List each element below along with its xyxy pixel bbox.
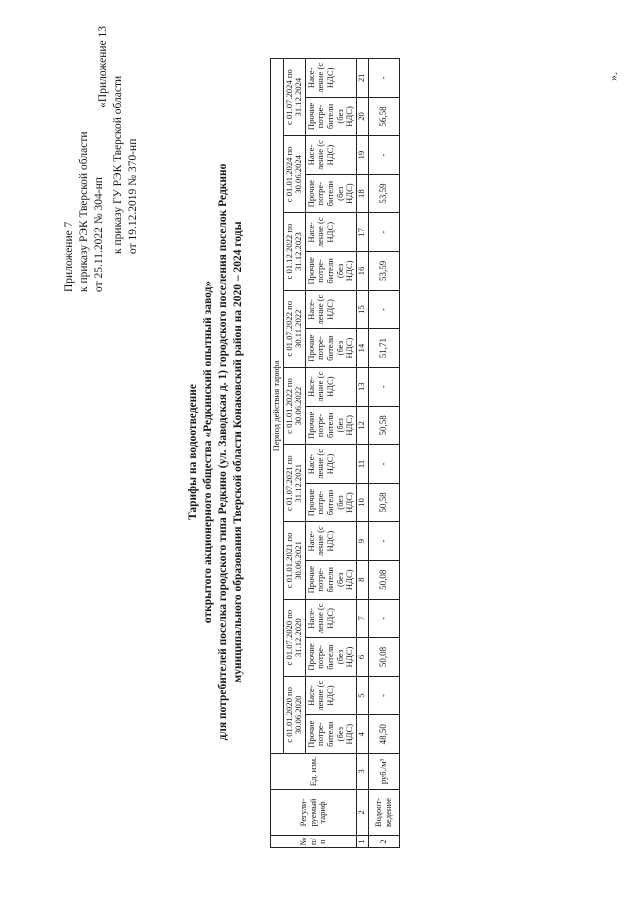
tariff-value-cell: - [368,213,399,252]
document-title [186,0,246,904]
tariff-value-cell: - [368,522,399,561]
tariff-value-cell: 50,58 [368,406,399,445]
subheader-other-consumers: Прочие потре-бители (без НДС) [305,483,356,522]
header-tariff: Регули-руемый тариф [271,790,357,836]
column-number: 14 [356,329,368,368]
tariff-table [270,58,400,848]
column-number: 20 [356,97,368,136]
appendix-7-line3: от 25.11.2022 № 304-нп [93,177,105,292]
tariff-value-cell: - [368,59,399,98]
period-3: с 01.01.2021 по 30.06.2021 [283,522,305,599]
row-unit: руб./м³ [368,754,399,790]
title-line4: муниципального образования Тверской области Конаковский район на 2020 – 2024 годы [232,221,244,683]
subheader-other-consumers: Прочие потре-бители (без НДС) [305,174,356,213]
column-number: 18 [356,174,368,213]
tariff-value-cell: 51,71 [368,329,399,368]
column-number: 19 [356,136,368,175]
column-number: 21 [356,59,368,98]
tariff-value-cell: - [368,136,399,175]
tariff-value-cell: 50,08 [368,638,399,677]
subheader-other-consumers: Прочие потре-бители (без НДС) [305,715,356,754]
column-number: 12 [356,406,368,445]
appendix-13-line1: «Приложение 13 [97,26,109,108]
appendix-13-header [96,24,141,254]
subheader-population: Насе-ление (с НДС) [305,290,356,329]
tariff-value-cell: - [368,599,399,638]
subheader-population: Насе-ление (с НДС) [305,676,356,715]
subheader-population: Насе-ление (с НДС) [305,522,356,561]
tariff-value-cell: 50,58 [368,483,399,522]
header-no: № п/п [271,836,357,848]
column-number: 11 [356,445,368,484]
column-number: 3 [356,754,368,790]
subheader-row [305,59,356,848]
title-line1: Тарифы на водоотведение [187,383,199,521]
subheader-other-consumers: Прочие потре-бители (без НДС) [305,329,356,368]
subheader-population: Насе-ление (с НДС) [305,367,356,406]
column-number: 17 [356,213,368,252]
header-period: Период действия тарифа [271,59,284,754]
tariff-value-cell: 48,50 [368,715,399,754]
column-number: 10 [356,483,368,522]
tariff-value-cell: 56,58 [368,97,399,136]
column-number: 9 [356,522,368,561]
tariff-value-cell: 53,59 [368,252,399,291]
subheader-population: Насе-ление (с НДС) [305,599,356,638]
title-line3: для потребителей поселка городского типа Редкино (ул. Заводская д. 1) городского поселения поселок Редкино [217,163,229,741]
subheader-other-consumers: Прочие потре-бители (без НДС) [305,252,356,291]
period-1: с 01.01.2020 по 30.06.2020 [283,676,305,753]
table-row [368,59,399,848]
row-no: 2 [368,836,399,848]
column-number: 2 [356,790,368,836]
subheader-population: Насе-ление (с НДС) [305,445,356,484]
column-number: 16 [356,252,368,291]
subheader-population: Насе-ление (с НДС) [305,213,356,252]
column-number: 7 [356,599,368,638]
tariff-value-cell: - [368,367,399,406]
subheader-other-consumers: Прочие потре-бители (без НДС) [305,560,356,599]
subheader-population: Насе-ление (с НДС) [305,136,356,175]
period-2: с 01.07.2020 по 31.12.2020 [283,599,305,676]
appendix-7-line1: Приложение 7 [63,221,75,292]
column-number: 1 [356,836,368,848]
appendix-13-line2: к приказу ГУ РЭК Тверской области [112,75,124,254]
period-9: с 01.07.2024 по 31.12.2024 [283,59,305,136]
subheader-other-consumers: Прочие потре-бители (без НДС) [305,638,356,677]
subheader-other-consumers: Прочие потре-бители (без НДС) [305,97,356,136]
row-tariff: Водоот-ведение [368,790,399,836]
period-8: с 01.01.2024 по 30.06.2024 [283,136,305,213]
tariff-value-cell: - [368,445,399,484]
subheader-other-consumers: Прочие потре-бители (без НДС) [305,406,356,445]
closing-quote-mark: ». [606,72,620,81]
column-number: 4 [356,715,368,754]
column-number: 8 [356,560,368,599]
column-number: 13 [356,367,368,406]
tariff-value-cell: 53,59 [368,174,399,213]
tariff-value-cell: - [368,290,399,329]
header-unit: Ед. изм. [271,754,357,790]
column-number: 15 [356,290,368,329]
subheader-population: Насе-ление (с НДС) [305,59,356,98]
column-numbers-row [356,59,368,848]
column-number: 6 [356,638,368,677]
title-line2: открытого акционерного общества «Редкинский опытный завод» [202,280,214,624]
period-5: с 01.01.2022 по 30.06.2022 [283,367,305,444]
appendix-13-line3: от 19.12.2019 № 370-нп [127,138,139,254]
period-6: с 01.07.2022 по 30.11.2022 [283,290,305,367]
appendix-7-line2: к приказу РЭК Тверской области [78,131,90,292]
tariff-value-cell: - [368,676,399,715]
periods-row [283,59,305,848]
period-7: с 01.12.2022 по 31.12.2023 [283,213,305,290]
period-4: с 01.07.2021 по 31.12.2021 [283,445,305,522]
column-number: 5 [356,676,368,715]
tariff-value-cell: 50,08 [368,560,399,599]
